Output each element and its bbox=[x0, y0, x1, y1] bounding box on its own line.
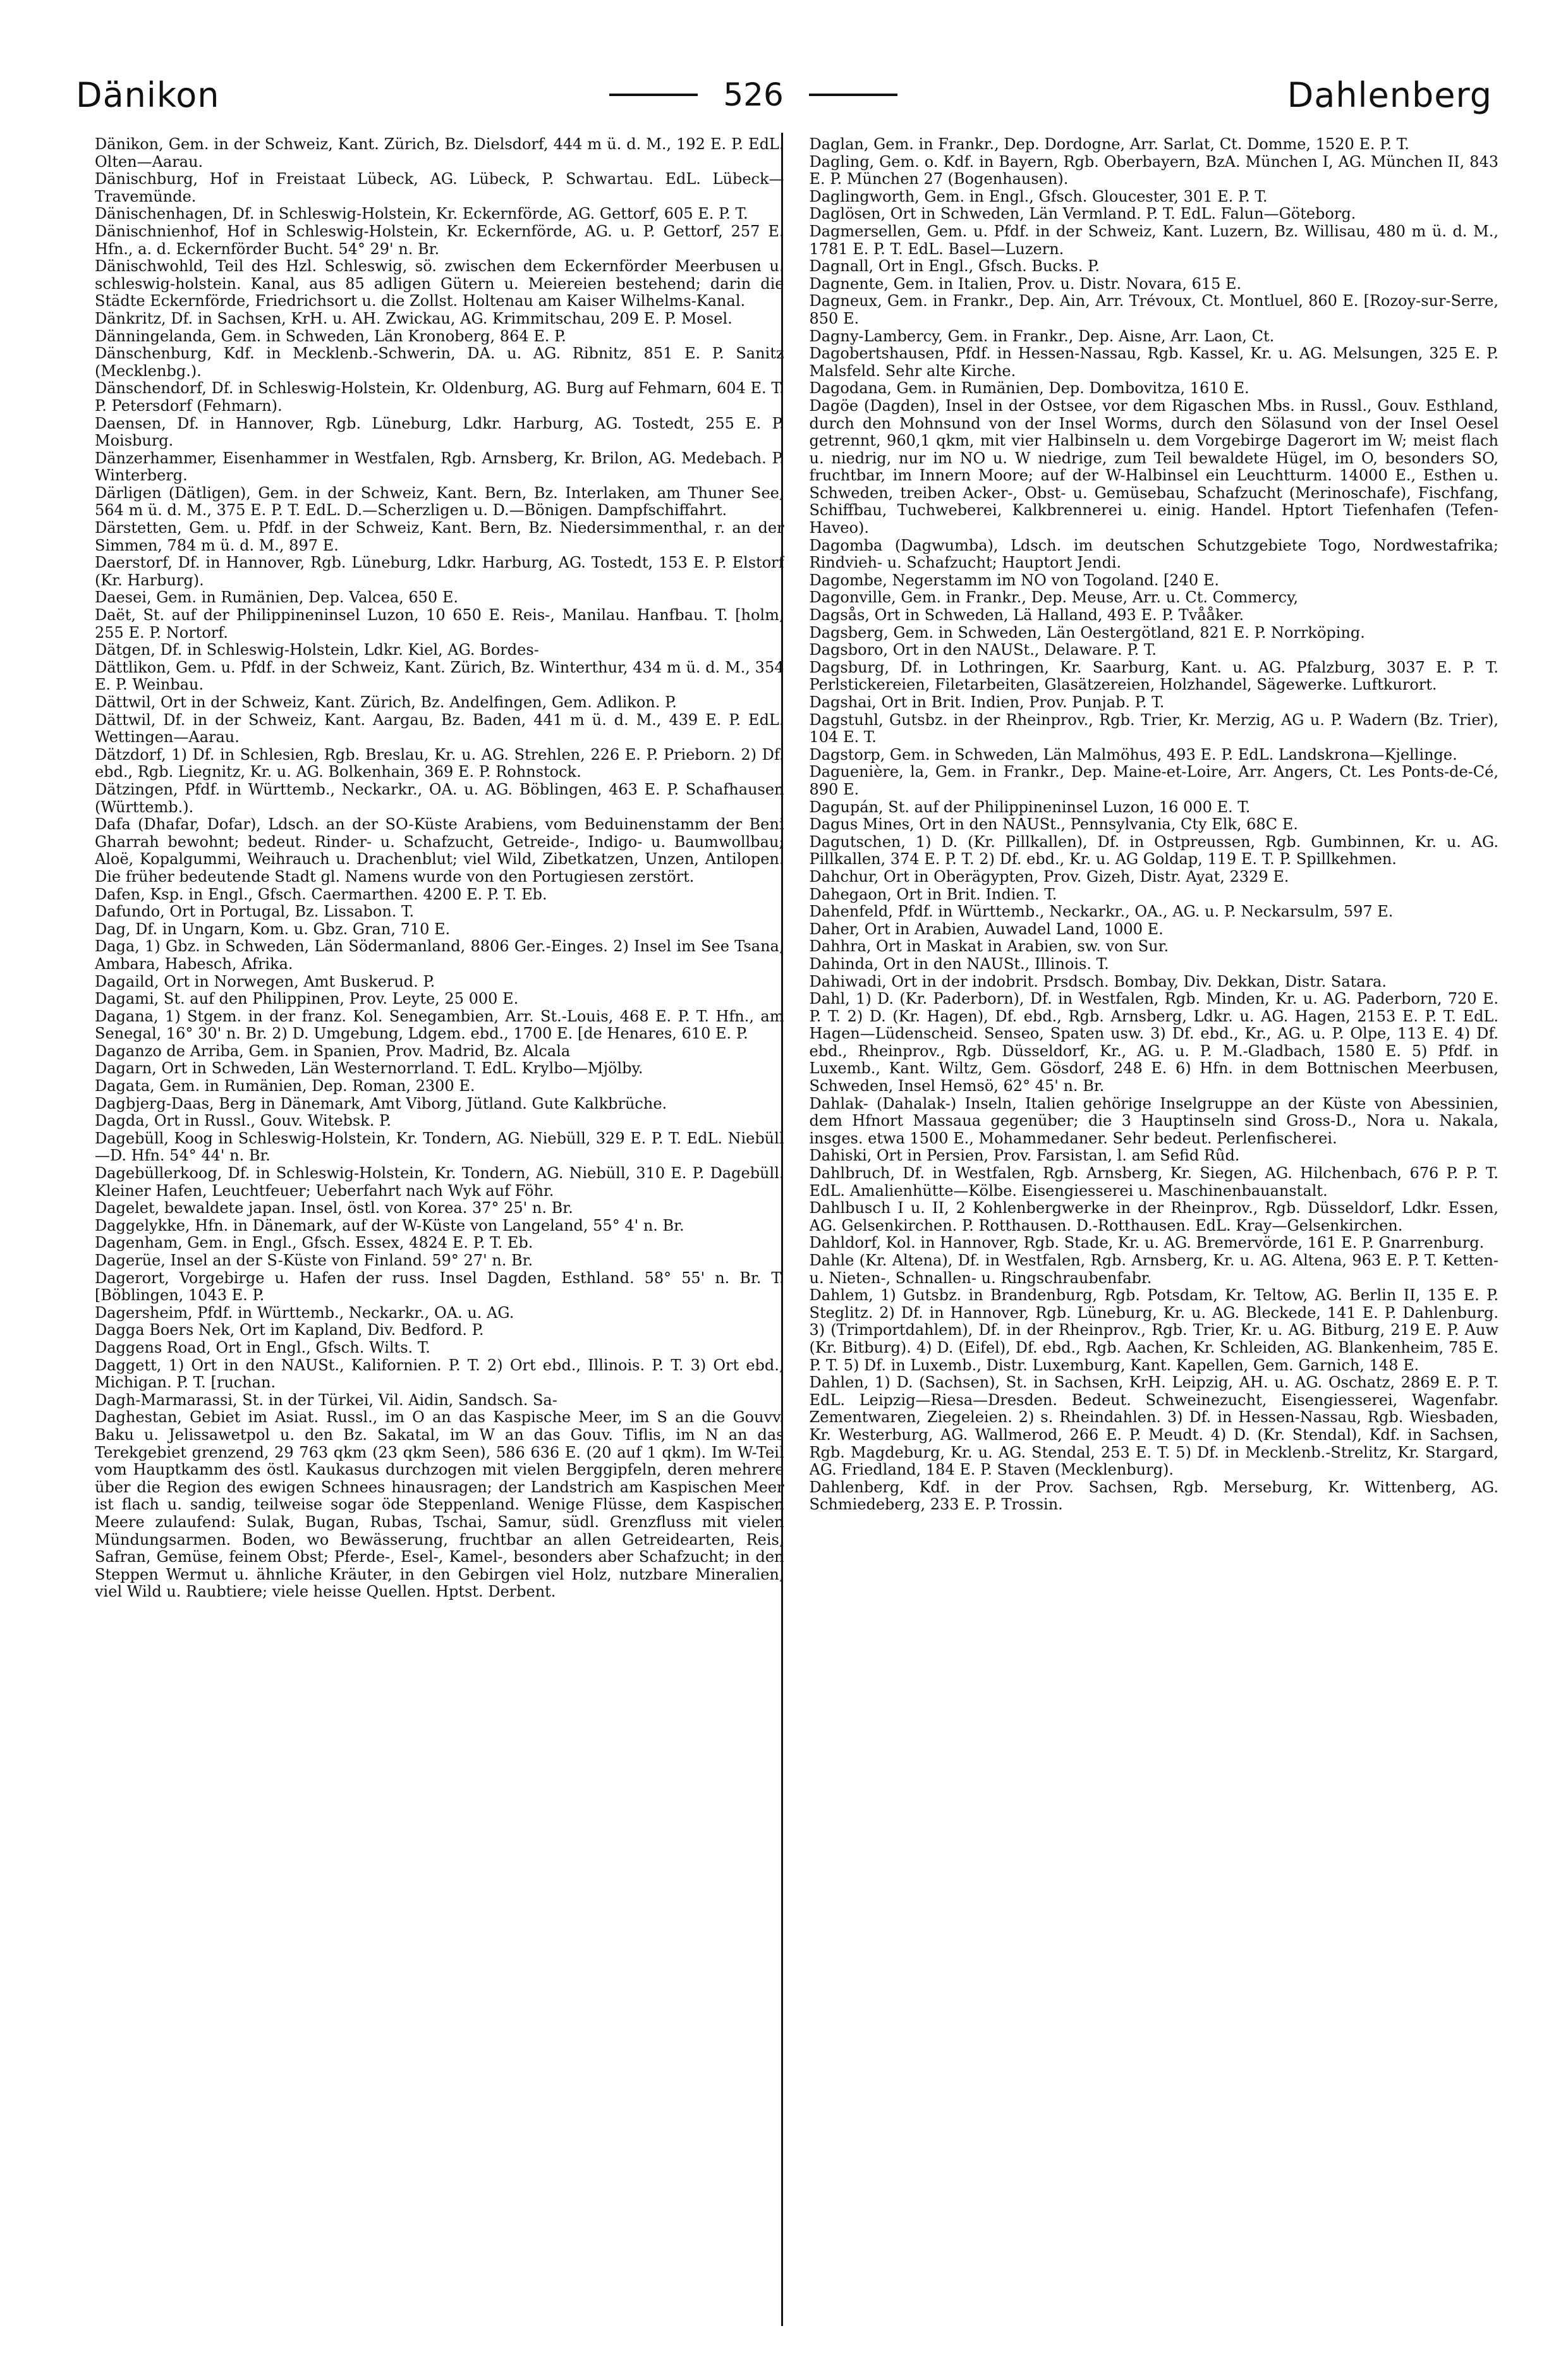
dictionary-entry: Dagodana, Gem. in Rumänien, Dep. Dombovitza, 1610 E. bbox=[809, 379, 1249, 398]
dictionary-entry: Dagga Boers Nek, Ort im Kapland, Div. Bedford. P. bbox=[95, 1321, 484, 1339]
dictionary-entry: Dagnente, Gem. in Italien, Prov. u. Distr. Novara, 615 E. bbox=[809, 274, 1242, 293]
dictionary-entry: Dänischburg, Hof in Freistaat Lübeck, AG. Lübeck, P. Schwartau. EdL. Lübeck—Travemünde. bbox=[95, 170, 784, 205]
dictionary-entry: Dahchur, Ort in Oberägypten, Prov. Gizeh, Distr. Ayat, 2329 E. bbox=[809, 867, 1289, 886]
dictionary-entry: Dahl, 1) D. (Kr. Paderborn), Df. in Westfalen, Rgb. Minden, Kr. u. AG. Paderborn, 720 E. P. T. 2) D. (Kr. Hagen), Df. ebd., Rgb. Arnsberg, Ldkr. u. AG. Hagen, 2153 E. P. T. EdL. Hagen—Lüdenscheid. Senseo, Spaten usw. 3) Df. ebd., Kr., AG. u. P. Olpe, 113 E. 4) Df. ebd., Rheinprov., Rgb. Düsseldorf, Kr., AG. u. P. M.-Gladbach, 1580 E. 5) Pfdf. in Luxemb., Kant. Wiltz, Gem. Gösdorf, 248 E. 6) Hfn. in dem Bottnischen Meerbusen, Schweden, Insel Hemsö, 62° 45' n. Br. bbox=[809, 990, 1498, 1095]
dictionary-entry: Dätgen, Df. in Schleswig-Holstein, Ldkr. Kiel, AG. Bordes- bbox=[95, 641, 539, 659]
dictionary-entry: Daglösen, Ort in Schweden, Län Vermland. P. T. EdL. Falun—Göteborg. bbox=[809, 205, 1356, 223]
dictionary-entry: Dagana, 1) Stgem. in der franz. Kol. Senegambien, Arr. St.-Louis, 468 E. P. T. Hfn., am Senegal, 16° 30' n. Br. 2) D. Umgebung, Ldgem. ebd., 1700 E. [de Henares, 610 E. P. bbox=[95, 1007, 784, 1043]
dictionary-entry: Dagomba (Dagwumba), Ldsch. im deutschen Schutzgebiete Togo, Nordwestafrika; Rindvieh- u. Schafzucht; Hauptort Jendi. bbox=[809, 536, 1498, 572]
dictionary-entry: Daghestan, Gebiet im Asiat. Russl., im O an das Kaspische Meer, im S an die Gouvv. Baku u. Jelissawetpol u. den Bz. Sakatal, im W an das Gouv. Tiflis, im N an das Terekgebiet grenzend, 29 763 qkm (23 qkm Seen), 586 636 E. (20 auf 1 qkm). Im W-Teil vom Hauptkamm des östl. Kaukasus durchzogen mit vielen Berggipfeln, deren mehrere über die Region des ewigen Schnees hinausragen; der Landstrich am Kaspischen Meer ist flach u. sandig, teilweise sogar öde Steppenland. Wenige Flüsse, dem Kaspischen Meere zulaufend: Sulak, Bugan, Rubas, Tschai, Samur, südl. Grenzfluss mit vielen Mündungsarmen. Boden, wo Bewässerung, fruchtbar an allen Getreidearten, Reis, Safran, Gemüse, feinem Obst; Pferde-, Esel-, Kamel-, besonders aber Schafzucht; in den Steppen Wermut u. ähnliche Kräuter, in den Gebirgen viel Holz, nutzbare Mineralien, viel Wild u. Raubtiere; viele heisse Quellen. Hptst. Derbent. bbox=[95, 1408, 784, 1601]
left-column bbox=[95, 136, 784, 2306]
dictionary-entry: Daguenière, la, Gem. in Frankr., Dep. Maine-et-Loire, Arr. Angers, Ct. Les Ponts-de-Cé, 890 E. bbox=[809, 763, 1498, 798]
dictionary-entry: Dänschenburg, Kdf. in Mecklenb.-Schwerin, DA. u. AG. Ribnitz, 851 E. P. Sanitz (Mecklenbg.). bbox=[95, 344, 784, 380]
dictionary-entry: Dagobertshausen, Pfdf. in Hessen-Nassau, Rgb. Kassel, Kr. u. AG. Melsungen, 325 E. P. Malsfeld. Sehr alte Kirche. bbox=[809, 344, 1498, 380]
dictionary-entry: Dag, Df. in Ungarn, Kom. u. Gbz. Gran, 710 E. bbox=[95, 920, 451, 938]
dictionary-entry: Dagh-Marmarassi, St. in der Türkei, Vil. Aidin, Sandsch. Sa- bbox=[95, 1391, 557, 1409]
dictionary-entry: Dagami, St. auf den Philippinen, Prov. Leyte, 25 000 E. bbox=[95, 990, 519, 1008]
dictionary-entry: Dagbjerg-Daas, Berg in Dänemark, Amt Viborg, Jütland. Gute Kalkbrüche. bbox=[95, 1094, 667, 1112]
dictionary-entry: Dagstorp, Gem. in Schweden, Län Malmöhus, 493 E. P. EdL. Landskrona—Kjellinge. bbox=[809, 745, 1457, 764]
dictionary-entry: Dagsboro, Ort in den NAUSt., Delaware. P. T. bbox=[809, 641, 1157, 659]
dictionary-entry: Dänschendorf, Df. in Schleswig-Holstein, Kr. Oldenburg, AG. Burg auf Fehmarn, 604 E. T. P. Petersdorf (Fehmarn). bbox=[95, 379, 784, 415]
dictionary-entry: Dafen, Ksp. in Engl., Gfsch. Caermarthen. 4200 E. P. T. Eb. bbox=[95, 885, 547, 903]
dictionary-entry: Dafa (Dhafar, Dofar), Ldsch. an der SO-Küste Arabiens, vom Beduinenstamm der Beni Gharrah bewohnt; bedeut. Rinder- u. Schafzucht, Getreide-, Indigo- u. Baumwollbau; Aloë, Kopalgummi, Weihrauch u. Drachenblut; viel Wild, Zibetkatzen, Unzen, Antilopen. Die früher bedeutende Stadt gl. Namens wurde von den Portugiesen zerstört. bbox=[95, 815, 784, 886]
dictionary-entry: Dänikon, Gem. in der Schweiz, Kant. Zürich, Bz. Dielsdorf, 444 m ü. d. M., 192 E. P. EdL. Olten—Aarau. bbox=[95, 136, 784, 171]
dictionary-entry: Dätzdorf, 1) Df. in Schlesien, Rgb. Breslau, Kr. u. AG. Strehlen, 226 E. P. Prieborn. 2) Df. ebd., Rgb. Liegnitz, Kr. u. AG. Bolkenhain, 369 E. P. Rohnstock. bbox=[95, 745, 784, 781]
dictionary-entry: Därstetten, Gem. u. Pfdf. in der Schweiz, Kant. Bern, Bz. Niedersimmenthal, r. an der Simmen, 784 m ü. d. M., 897 E. bbox=[95, 519, 784, 554]
dictionary-entry: Dagonville, Gem. in Frankr., Dep. Meuse, Arr. u. Ct. Commercy, bbox=[809, 588, 1299, 607]
dictionary-entry: Dänischnienhof, Hof in Schleswig-Holstein, Kr. Eckernförde, AG. u. P. Gettorf, 257 E. Hfn., a. d. Eckernförder Bucht. 54° 29' n. Br. bbox=[95, 222, 784, 258]
dictionary-entry: Daggelykke, Hfn. in Dänemark, auf der W-Küste von Langeland, 55° 4' n. Br. bbox=[95, 1216, 684, 1234]
dictionary-entry: Dagombe, Negerstamm im NO von Togoland. [240 E. bbox=[809, 571, 1219, 589]
dictionary-entry: Dagsberg, Gem. in Schweden, Län Oestergötland, 821 E. P. Norrköping. bbox=[809, 623, 1365, 642]
dictionary-entry: Daher, Ort in Arabien, Auwadel Land, 1000 E. bbox=[809, 920, 1164, 938]
dictionary-entry: Dagersheim, Pfdf. in Württemb., Neckarkr., OA. u. AG. bbox=[95, 1303, 514, 1322]
dictionary-entry: Dahlbusch I u. II, 2 Kohlenbergwerke in der Rheinprov., Rgb. Düsseldorf, Ldkr. Essen, AG. Gelsenkirchen. P. Rotthausen. D.-Rotthausen. EdL. Kray—Gelsenkirchen. bbox=[809, 1199, 1498, 1234]
dictionary-entry: Dahiski, Ort in Persien, Prov. Farsistan, l. am Sefid Rûd. bbox=[809, 1147, 1240, 1165]
dictionary-entry: Dagarn, Ort in Schweden, Län Westernorrland. T. EdL. Krylbo—Mjölby. bbox=[95, 1059, 643, 1078]
dictionary-entry: Dahlbruch, Df. in Westfalen, Rgb. Arnsberg, Kr. Siegen, AG. Hilchenbach, 676 P. P. T. EdL. Amalienhütte—Kölbe. Eisengiesserei u. Maschinenbauanstalt. bbox=[809, 1164, 1498, 1200]
dictionary-entry: Daglan, Gem. in Frankr., Dep. Dordogne, Arr. Sarlat, Ct. Domme, 1520 E. P. T. bbox=[809, 136, 1409, 153]
dictionary-entry: Dagny-Lambercy, Gem. in Frankr., Dep. Aisne, Arr. Laon, Ct. bbox=[809, 327, 1275, 345]
dictionary-entry: Dagda, Ort in Russl., Gouv. Witebsk. P. bbox=[95, 1112, 391, 1130]
dictionary-entry: Dagöe (Dagden), Insel in der Ostsee, vor dem Rigaschen Mbs. in Russl., Gouv. Esthland, durch den Mohnsund von der Insel Worms, durch den Sölasund von der Insel Oesel getrennt, 960,1 qkm, mit vier Halbinseln u. dem Vorgebirge Dagerort im W; meist flach u. niedrig, nur im NO u. W niedrige, zum Teil bewaldete Hügel, im O, besonders SO, fruchtbar, im Innern Moore; auf der W-Halbinsel ein Leuchtturm. 14000 E., Esthen u. Schweden, treiben Acker-, Obst- u. Gemüsebau, Schafzucht (Merinoschafe), Fischfang, Schiffbau, Tuchweberei, Kalkbrennerei u. einig. Handel. Hptort Tiefenhafen (Tefen-Haveo). bbox=[809, 396, 1498, 537]
dictionary-entry: Dahhra, Ort in Maskat in Arabien, sw. von Sur. bbox=[809, 937, 1169, 956]
dictionary-entry: Dagshai, Ort in Brit. Indien, Prov. Punjab. P. T. bbox=[809, 693, 1165, 711]
dictionary-entry: Dagebüllerkoog, Df. in Schleswig-Holstein, Kr. Tondern, AG. Niebüll, 310 E. P. Dagebüll. Kleiner Hafen, Leuchtfeuer; Ueberfahrt nach Wyk auf Föhr. bbox=[95, 1164, 784, 1200]
dictionary-entry: Dätzingen, Pfdf. in Württemb., Neckarkr., OA. u. AG. Böblingen, 463 E. P. Schafhausen (Württemb.). bbox=[95, 780, 784, 816]
dictionary-entry: Dänkritz, Df. in Sachsen, KrH. u. AH. Zwickau, AG. Krimmitschau, 209 E. P. Mosel. bbox=[95, 309, 732, 327]
dictionary-entry: Dänischwohld, Teil des Hzl. Schleswig, sö. zwischen dem Eckernförder Meerbusen u. schleswig-holstein. Kanal, aus 85 adligen Gütern u. Meiereien bestehend; darin die Städte Eckernförde, Friedrichsort u. die Zollst. Holtenau am Kaiser Wilhelms-Kanal. bbox=[95, 257, 784, 310]
dictionary-entry: Dahlen, 1) D. (Sachsen), St. in Sachsen, KrH. Leipzig, AH. u. AG. Oschatz, 2869 E. P. T. EdL. Leipzig—Riesa—Dresden. Bedeut. Schweinezucht, Eisengiesserei, Wagenfabr. Zementwaren, Ziegeleien. 2) s. Rheindahlen. 3) Df. in Hessen-Nassau, Rgb. Wiesbaden, Kr. Westerburg, AG. Wallmerod, 266 E. P. Meudt. 4) D. (Kr. Stendal), Kdf. in Sachsen, Rgb. Magdeburg, Kr. u. AG. Stendal, 253 E. T. 5) Df. in Mecklenb.-Strelitz, Kr. Stargard, AG. Friedland, 184 E. P. Staven (Mecklenburg). bbox=[809, 1373, 1498, 1479]
dictionary-entry: Dafundo, Ort in Portugal, Bz. Lissabon. T. bbox=[95, 903, 415, 921]
page-number: 526 bbox=[723, 76, 784, 113]
dictionary-entry: Daerstorf, Df. in Hannover, Rgb. Lüneburg, Ldkr. Harburg, AG. Tostedt, 153 E. P. Elstorf (Kr. Harburg). bbox=[95, 554, 784, 589]
header-rule-right bbox=[809, 94, 897, 96]
dictionary-entry: Dagelet, bewaldete japan. Insel, östl. von Korea. 37° 25' n. Br. bbox=[95, 1199, 573, 1217]
dictionary-entry: Daensen, Df. in Hannover, Rgb. Lüneburg, Ldkr. Harburg, AG. Tostedt, 255 E. P. Moisburg. bbox=[95, 414, 784, 450]
running-head-right: Dahlenberg bbox=[1287, 75, 1492, 115]
running-head-left: Dänikon bbox=[76, 75, 220, 115]
dictionary-entry: Dahlem, 1) Gutsbz. in Brandenburg, Rgb. Potsdam, Kr. Teltow, AG. Berlin II, 135 E. P. Steglitz. 2) Df. in Hannover, Rgb. Lüneburg, Kr. u. AG. Bleckede, 141 E. P. Dahlenburg. 3) (Trimportdahlem), Df. in der Rheinprov., Rgb. Trier, Kr. u. AG. Bitburg, 219 E. P. Auw (Kr. Bitburg). 4) D. (Eifel), Df. ebd., Rgb. Aachen, Kr. Schleiden, AG. Blankenheim, 785 E. P. T. 5) Df. in Luxemb., Distr. Luxemburg, Kant. Kapellen, Gem. Garnich, 148 E. bbox=[809, 1286, 1498, 1374]
dictionary-entry: Dagus Mines, Ort in den NAUSt., Pennsylvania, Cty Elk, 68C E. bbox=[809, 815, 1298, 834]
dictionary-entry: Dagaild, Ort in Norwegen, Amt Buskerud. P. bbox=[95, 972, 435, 990]
dictionary-entry: Dänningelanda, Gem. in Schweden, Län Kronoberg, 864 E. P. bbox=[95, 327, 566, 345]
dictionary-entry: Dagling, Gem. o. Kdf. in Bayern, Rgb. Oberbayern, BzA. München I, AG. München II, 843 E. P. München 27 (Bogenhausen). bbox=[809, 152, 1498, 188]
dictionary-entry: Daglingworth, Gem. in Engl., Gfsch. Gloucester, 301 E. P. T. bbox=[809, 187, 1268, 205]
dictionary-entry: Dahldorf, Kol. in Hannover, Rgb. Stade, Kr. u. AG. Bremervörde, 161 E. P. Gnarrenburg. bbox=[809, 1234, 1485, 1252]
header-rule-left bbox=[609, 94, 698, 96]
right-column bbox=[810, 136, 1499, 2306]
dictionary-entry: Daesei, Gem. in Rumänien, Dep. Valcea, 650 E. bbox=[95, 588, 458, 607]
dictionary-entry: Dagmersellen, Gem. u. Pfdf. in der Schweiz, Kant. Luzern, Bz. Willisau, 480 m ü. d. M., 1781 E. P. T. EdL. Basel—Luzern. bbox=[809, 222, 1498, 258]
dictionary-entry: Dahiwadi, Ort in der indobrit. Prsdsch. Bombay, Div. Dekkan, Distr. Satara. bbox=[809, 972, 1387, 990]
dictionary-entry: Daganzo de Arriba, Gem. in Spanien, Prov. Madrid, Bz. Alcala bbox=[95, 1042, 571, 1060]
dictionary-entry: Dagnall, Ort in Engl., Gfsch. Bucks. P. bbox=[809, 257, 1100, 276]
dictionary-entry: Dagupán, St. auf der Philippineninsel Luzon, 16 000 E. T. bbox=[809, 798, 1251, 816]
page-body bbox=[95, 136, 1498, 2306]
dictionary-entry: Dahlenberg, Kdf. in der Prov. Sachsen, Rgb. Merseburg, Kr. Wittenberg, AG. Schmiedeberg, 233 E. P. Trossin. bbox=[809, 1478, 1498, 1514]
dictionary-entry: Dagsås, Ort in Schweden, Lä Halland, 493 E. P. Tvååker. bbox=[809, 606, 1244, 624]
dictionary-entry: Dänischenhagen, Df. in Schleswig-Holstein, Kr. Eckernförde, AG. Gettorf, 605 E. P. T. bbox=[95, 205, 748, 223]
dictionary-entry: Dahegaon, Ort in Brit. Indien. T. bbox=[809, 885, 1057, 903]
dictionary-entry: Därligen (Dätligen), Gem. in der Schweiz, Kant. Bern, Bz. Interlaken, am Thuner See, 564 m ü. d. M., 375 E. P. T. EdL. D.—Scherzligen u. D.—Bönigen. Dampfschiffahrt. bbox=[95, 484, 784, 520]
dictionary-entry: Dagneux, Gem. in Frankr., Dep. Ain, Arr. Trévoux, Ct. Montluel, 860 E. [Rozoy-sur-Serre, 850 E. bbox=[809, 292, 1498, 327]
dictionary-entry: Dagerüe, Insel an der S-Küste von Finland. 59° 27' n. Br. bbox=[95, 1252, 533, 1269]
dictionary-entry: Dättwil, Df. in der Schweiz, Kant. Aargau, Bz. Baden, 441 m ü. d. M., 439 E. P. EdL. Wettingen—Aarau. bbox=[95, 710, 784, 746]
page-number-group bbox=[609, 76, 897, 113]
dictionary-entry: Dagstuhl, Gutsbz. in der Rheinprov., Rgb. Trier, Kr. Merzig, AG u. P. Wadern (Bz. Trier), 104 E. T. bbox=[809, 710, 1498, 746]
dictionary-entry: Dagutschen, 1) D. (Kr. Pillkallen), Df. in Ostpreussen, Rgb. Gumbinnen, Kr. u. AG. Pillkallen, 374 E. P. T. 2) Df. ebd., Kr. u. AG Goldap, 119 E. T. P. Spillkehmen. bbox=[809, 832, 1498, 868]
dictionary-entry: Dahenfeld, Pfdf. in Württemb., Neckarkr., OA., AG. u. P. Neckarsulm, 597 E. bbox=[809, 903, 1394, 921]
dictionary-entry: Dänzerhammer, Eisenhammer in Westfalen, Rgb. Arnsberg, Kr. Brilon, AG. Medebach. P. Winterberg. bbox=[95, 449, 784, 485]
page-header bbox=[76, 66, 1492, 123]
dictionary-entry: Dagebüll, Koog in Schleswig-Holstein, Kr. Tondern, AG. Niebüll, 329 E. P. T. EdL. Niebüll—D. Hfn. 54° 44' n. Br. bbox=[95, 1129, 784, 1165]
dictionary-entry: Daggens Road, Ort in Engl., Gfsch. Wilts. T. bbox=[95, 1338, 430, 1356]
dictionary-entry: Dagata, Gem. in Rumänien, Dep. Roman, 2300 E. bbox=[95, 1077, 475, 1095]
dictionary-entry: Dagsburg, Df. in Lothringen, Kr. Saarburg, Kant. u. AG. Pfalzburg, 3037 E. P. T. Perlstickereien, Filetarbeiten, Glasätzereien, Holzhandel, Sägewerke. Luftkurort. bbox=[809, 658, 1498, 694]
dictionary-entry: Dagenham, Gem. in Engl., Gfsch. Essex, 4824 E. P. T. Eb. bbox=[95, 1234, 533, 1252]
dictionary-entry: Dättwil, Ort in der Schweiz, Kant. Zürich, Bz. Andelfingen, Gem. Adlikon. P. bbox=[95, 693, 677, 711]
dictionary-entry: Dahinda, Ort in den NAUSt., Illinois. T. bbox=[809, 954, 1109, 973]
dictionary-entry: Dättlikon, Gem. u. Pfdf. in der Schweiz, Kant. Zürich, Bz. Winterthur, 434 m ü. d. M., 354 E. P. Weinbau. bbox=[95, 658, 784, 694]
dictionary-entry: Dagerort, Vorgebirge u. Hafen der russ. Insel Dagden, Esthland. 58° 55' n. Br. T. [Böblingen, 1043 E. P. bbox=[95, 1269, 784, 1305]
dictionary-entry: Dahlak- (Dahalak-) Inseln, Italien gehörige Inselgruppe an der Küste von Abessinien, dem Hfnort Massaua gegenüber; die 3 Hauptinseln sind Gross-D., Nora u. Nakala, insges. etwa 1500 E., Mohammedaner. Sehr bedeut. Perlenfischerei. bbox=[809, 1094, 1498, 1147]
dictionary-entry: Daët, St. auf der Philippineninsel Luzon, 10 650 E. Reis-, Manilau. Hanfbau. T. [holm, 255 E. P. Nortorf. bbox=[95, 606, 784, 642]
dictionary-entry: Daga, 1) Gbz. in Schweden, Län Södermanland, 8806 Ger.-Einges. 2) Insel im See Tsana, Ambara, Habesch, Afrika. bbox=[95, 937, 784, 973]
dictionary-entry: Daggett, 1) Ort in den NAUSt., Kalifornien. P. T. 2) Ort ebd., Illinois. P. T. 3) Ort ebd., Michigan. P. T. [ruchan. bbox=[95, 1356, 784, 1392]
dictionary-entry: Dahle (Kr. Altena), Df. in Westfalen, Rgb. Arnsberg, Kr. u. AG. Altena, 963 E. P. T. Ketten- u. Nieten-, Schnallen- u. Ringschraubenfabr. bbox=[809, 1252, 1498, 1287]
